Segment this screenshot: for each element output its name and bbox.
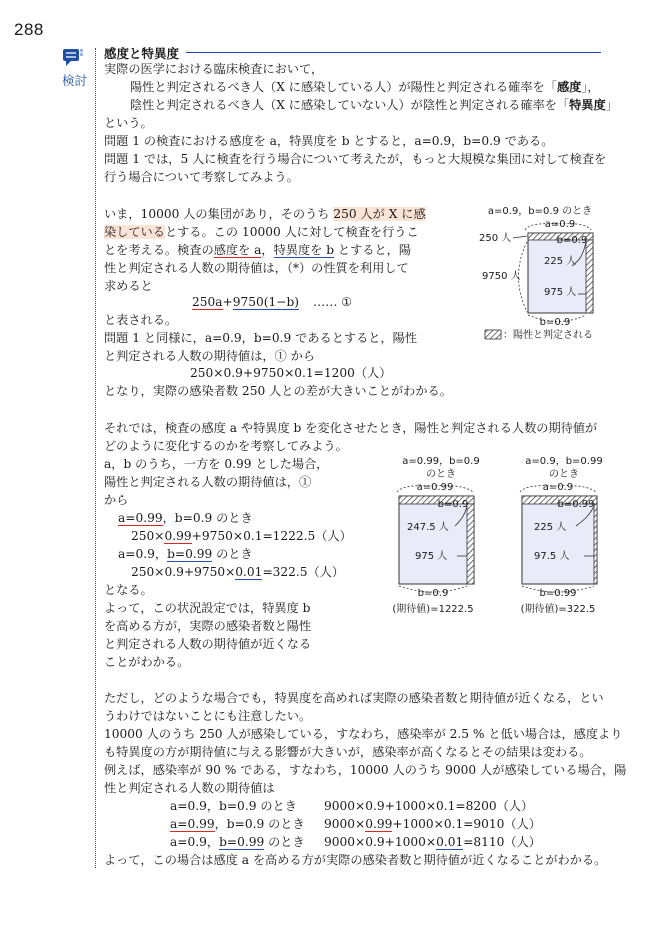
text-line: と表される。 bbox=[104, 313, 178, 327]
case-line: a=0.99，b=0.9 のとき bbox=[170, 817, 305, 831]
label-b-top: b=0.9 bbox=[437, 499, 469, 510]
text-line: 染しているとする。この 10000 人に対して検査を行うこ bbox=[104, 225, 419, 239]
highlighted-text: 250 人が X に感 bbox=[333, 207, 426, 221]
legend-swatch bbox=[485, 330, 501, 339]
expected-value: (期待値)=322.5 bbox=[520, 604, 596, 615]
text-line: と判定される人数の期待値は，① から bbox=[104, 349, 316, 363]
text-line: 問題 1 の検査における感度を a，特異度を b とすると，a=0.9，b=0.9 である。 bbox=[104, 134, 554, 148]
case-equation: 9000×0.9+1000×0.1=8200（人） bbox=[324, 799, 534, 813]
figure-title: のとき bbox=[426, 469, 456, 480]
label-b-bottom: b=0.99 bbox=[539, 588, 577, 599]
text-line: 行う場合について考察してみよう。 bbox=[104, 170, 299, 184]
text-line: も特異度の方が期待値に与える影響が大きいが，感染率が高くなるとその結果は変わる。 bbox=[104, 745, 592, 759]
section-label: 検討 bbox=[62, 73, 88, 88]
term-specificity: 特異度 bbox=[569, 98, 606, 112]
text-line: 陽性と判定されるべき人（X に感染している人）が陽性と判定される確率を「感度」， bbox=[130, 80, 600, 94]
underlined-text: 特異度を b bbox=[273, 243, 335, 257]
text-line: 10000 人のうち 250 人が感染している，すなわち，感染率が 2.5 % と低い場合は，感度より bbox=[104, 727, 623, 741]
text-line: と判定される人数の期待値が近くなる bbox=[104, 637, 312, 651]
equation: 250×0.9+9750×0.1=1200（人） bbox=[190, 366, 392, 380]
label-250: 250 人 bbox=[479, 233, 512, 244]
value-false-positive: 975 人 bbox=[415, 551, 448, 562]
term-sensitivity: 感度 bbox=[556, 80, 582, 94]
case-equation: 9000×0.9+1000×0.01=8110（人） bbox=[324, 835, 541, 849]
speech-bubble-icon bbox=[62, 48, 84, 68]
hatched-false-positive bbox=[594, 504, 597, 584]
label-b-bottom: b=0.9 bbox=[539, 317, 571, 328]
figure-title: のとき bbox=[549, 469, 579, 480]
case-line: a=0.99，b=0.9 のとき bbox=[118, 511, 253, 525]
label-a: a=0.99 bbox=[416, 482, 454, 493]
label-a: a=0.9 bbox=[542, 482, 574, 493]
label-b-top: b=0.99 bbox=[557, 499, 595, 510]
text-line: よって，この状況設定では，特異度 b bbox=[104, 601, 311, 615]
figure-high-sensitivity bbox=[385, 450, 505, 615]
value-false-positive: 97.5 人 bbox=[534, 551, 570, 562]
expected-value: (期待値)=1222.5 bbox=[392, 604, 474, 615]
text-line: 求めると bbox=[104, 279, 153, 293]
value-225: 225 人 bbox=[544, 256, 577, 267]
text-line: よって，この場合は感度 a を高める方が実際の感染者数と期待値が近くなることがわかる。 bbox=[104, 853, 607, 867]
section-heading: 感度と特異度 bbox=[104, 46, 180, 61]
figure-high-specificity bbox=[508, 450, 628, 615]
hatched-false-positive bbox=[586, 240, 593, 313]
legend-label: ：陽性と判定される bbox=[503, 330, 593, 341]
text-line: 陰性と判定されるべき人（X に感染していない人）が陰性と判定される確率を「特異度」 bbox=[130, 98, 618, 112]
text-line: ことがわかる。 bbox=[104, 655, 190, 669]
highlighted-text: 染している bbox=[104, 225, 165, 239]
case-equation: 9000×0.99+1000×0.1=9010（人） bbox=[324, 817, 541, 831]
text-line: 問題 1 と同様に，a=0.9，b=0.9 であるとすると，陽性 bbox=[104, 331, 418, 345]
text-line: いま，10000 人の集団があり，そのうち 250 人が X に感 bbox=[104, 207, 426, 221]
text-line: それでは，検査の感度 a や特異度 b を変化させたとき，陽性と判定される人数の期待値が bbox=[104, 421, 598, 435]
underlined-text: 感度を a bbox=[213, 243, 262, 257]
text-line: 実際の医学における臨床検査において， bbox=[104, 62, 324, 76]
margin-divider bbox=[95, 48, 96, 868]
value-positive-infected: 247.5 人 bbox=[407, 522, 449, 533]
case-line: a=0.9，b=0.99 のとき bbox=[170, 835, 305, 849]
text-line: とを考える。検査の感度を a，特異度を b とすると，陽 bbox=[104, 243, 412, 257]
hatched-false-positive bbox=[467, 504, 474, 584]
text-line: という。 bbox=[104, 116, 153, 130]
equation-1: 250a+9750(1−b) …… ① bbox=[192, 295, 353, 309]
page-number: 288 bbox=[14, 20, 44, 39]
figure-title: a=0.99，b=0.9 bbox=[402, 456, 480, 467]
text-line: 陽性と判定される人数の期待値は，① bbox=[104, 475, 312, 489]
heading-rule bbox=[186, 52, 601, 53]
text-line: どのように変化するのかを考察してみよう。 bbox=[104, 439, 348, 453]
case-line: a=0.9，b=0.99 のとき bbox=[118, 547, 253, 561]
label-b-top: b=0.9 bbox=[556, 235, 588, 246]
text-line: うわけではないことにも注意したい。 bbox=[104, 709, 312, 723]
text-line: 例えば，感染率が 90 % である，すなわち，10000 人のうち 9000 人が感染している場合，陽 bbox=[104, 763, 627, 777]
label-9750: 9750 人 bbox=[482, 271, 521, 282]
value-975: 975 人 bbox=[544, 287, 577, 298]
text-line: となる。 bbox=[104, 583, 153, 597]
text-line: 性と判定される人数の期待値は bbox=[104, 781, 275, 795]
case-equation: 250×0.99+9750×0.1=1222.5（人） bbox=[131, 529, 352, 543]
figure-title: a=0.9，b=0.99 bbox=[525, 456, 603, 467]
label-b-bottom: b=0.9 bbox=[417, 588, 449, 599]
text-line: 性と判定される人数の期待値は，（*）の性質を利用して bbox=[104, 261, 409, 275]
text-line: となり，実際の感染者数 250 人との差が大きいことがわかる。 bbox=[104, 384, 452, 398]
value-positive-infected: 225 人 bbox=[534, 522, 567, 533]
text-line: 問題 1 では，5 人に検査を行う場合について考えたが，もっと大規模な集団に対して検査を bbox=[104, 152, 607, 166]
text-line: a，b のうち，一方を 0.99 とした場合， bbox=[104, 457, 329, 471]
figure-title: a=0.9，b=0.9 のとき bbox=[487, 206, 593, 217]
text-line: ただし，どのような場合でも，特異度を高めれば実際の感染者数と期待値が近くなる，とい bbox=[104, 691, 604, 705]
text-line: から bbox=[104, 493, 129, 507]
text-line: を高める方が，実際の感染者数と陽性 bbox=[104, 619, 312, 633]
label-a: a=0.9 bbox=[544, 219, 576, 230]
case-line: a=0.9，b=0.9 のとき bbox=[170, 799, 297, 813]
figure-base-case bbox=[470, 200, 620, 350]
case-equation: 250×0.9+9750×0.01=322.5（人） bbox=[131, 565, 345, 579]
